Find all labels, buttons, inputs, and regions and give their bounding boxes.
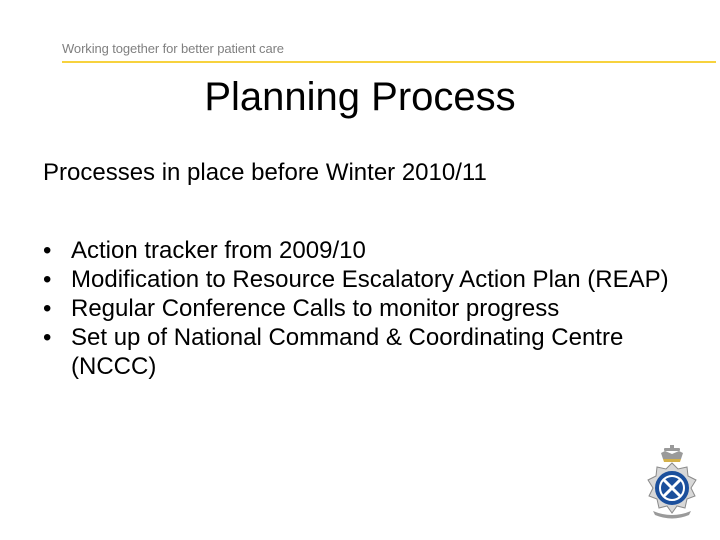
header-tagline: Working together for better patient care bbox=[62, 41, 284, 56]
bullet-item bbox=[43, 294, 683, 323]
bullet-text: Modification to Resource Escalatory Action Plan (REAP) bbox=[71, 266, 669, 293]
ambulance-service-crest-icon bbox=[637, 445, 707, 520]
bullet-item bbox=[43, 323, 683, 381]
bullet-marker: • bbox=[43, 237, 52, 264]
slide-subtitle: Processes in place before Winter 2010/11 bbox=[43, 159, 487, 186]
bullet-item bbox=[43, 265, 683, 294]
header-divider bbox=[62, 61, 716, 63]
bullet-text: Set up of National Command & Coordinating Centre (NCCC) bbox=[71, 324, 624, 380]
bullet-item bbox=[43, 236, 683, 265]
bullet-text: Regular Conference Calls to monitor progress bbox=[71, 295, 560, 322]
bullet-marker: • bbox=[43, 266, 52, 293]
bullet-list bbox=[43, 236, 683, 381]
slide-title: Planning Process bbox=[204, 75, 516, 119]
bullet-text: Action tracker from 2009/10 bbox=[71, 237, 366, 264]
bullet-marker: • bbox=[43, 295, 52, 322]
bullet-marker: • bbox=[43, 324, 52, 351]
